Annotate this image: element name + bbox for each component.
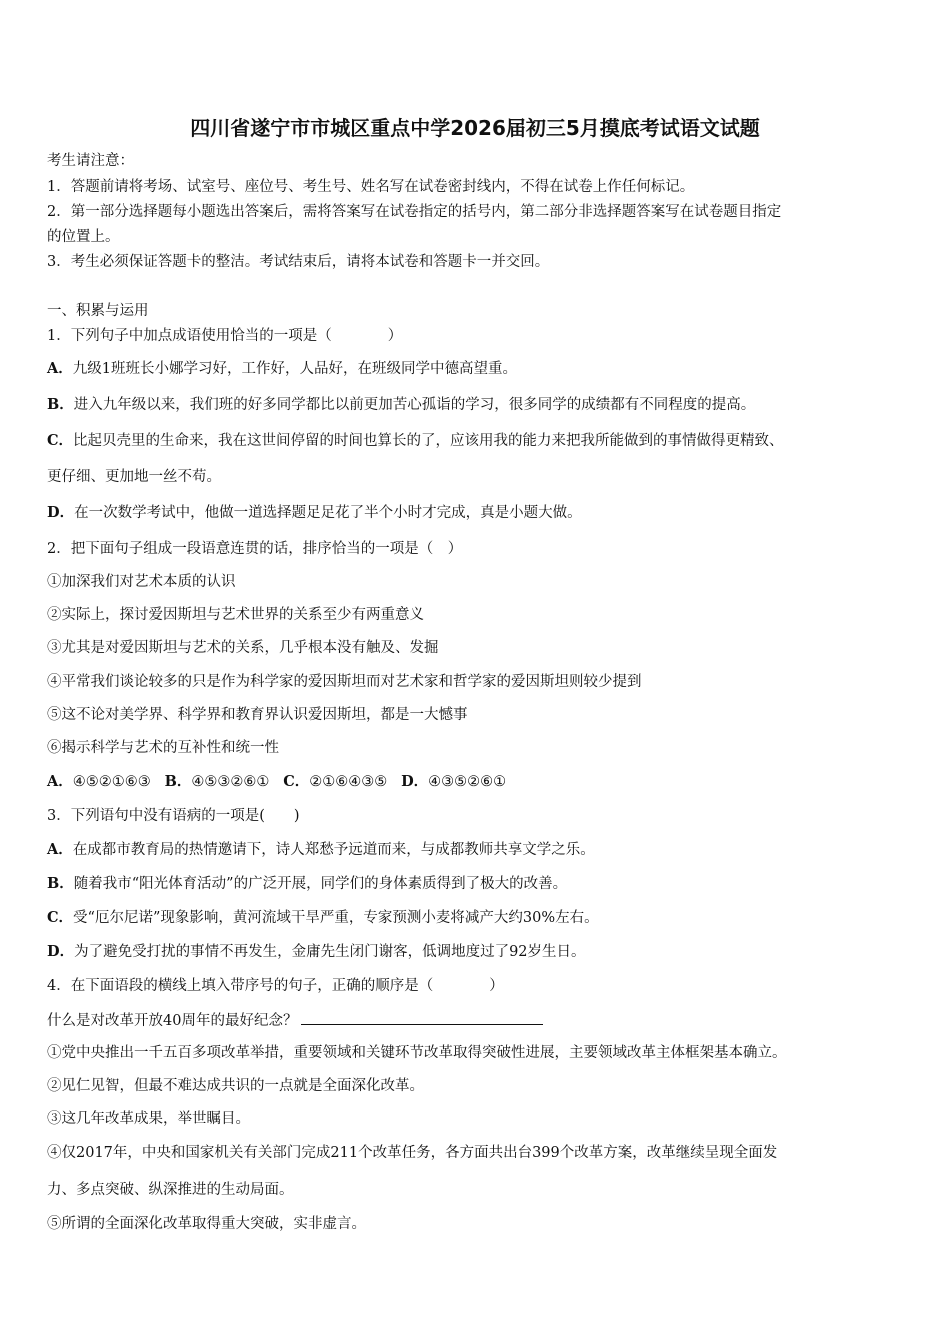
q2-sentence-2: ②实际上，探讨爱因斯坦与艺术世界的关系至少有两重意义 [47,607,424,623]
option-label: A． [47,360,73,377]
q1-number: 1． [47,328,71,344]
q1-option-b [47,396,755,414]
option-label: B． [47,875,74,892]
q1-stem-text: 下列句子中加点成语使用恰当的一项是（ [70,328,332,344]
q2-sentence-6: ⑥揭示科学与艺术的互补性和统一性 [47,740,279,756]
option-text: ④⑤③②⑥① [191,774,270,790]
q3-option-a [47,841,595,859]
option-text: 九级1班班长小娜学习好，工作好，人品好，在班级同学中德高望重。 [72,361,517,377]
answer-blank[interactable] [301,1010,543,1025]
page-title: 四川省遂宁市市城区重点中学2026届初三5月摸底考试语文试题 [190,116,760,140]
option-label: D． [401,773,429,790]
q1-option-a [47,360,517,378]
option-text: 随着我市“阳光体育活动”的广泛开展，同学们的身体素质得到了极大的改善。 [73,876,568,892]
option-text: 进入九年级以来，我们班的好多同学都比以前更加苦心孤诣的学习，很多同学的成绩都有不同程度的提高。 [73,397,756,413]
notice-item-2: 2．第一部分选择题每小题选出答案后，需将答案写在试卷指定的括号内，第二部分非选择题答案写在试卷题目指定 [47,204,782,220]
q1-option-c [47,432,784,450]
q4-number: 4． [47,978,71,994]
q3-option-d [47,943,586,961]
q1-stem-end: ） [387,328,403,344]
q4-stem-end: ） [489,978,504,994]
q2-sentence-3: ③尤其是对爱因斯坦与艺术的关系，几乎根本没有触及、发掘 [47,640,439,656]
option-text: 为了避免受打扰的事情不再发生，金庸先生闭门谢客，低调地度过了92岁生日。 [74,944,586,960]
option-text: 在一次数学考试中，他做一道选择题足足花了半个小时才完成，真是小题大做。 [74,505,582,521]
q2-sentence-4: ④平常我们谈论较多的只是作为科学家的爱因斯坦而对艺术家和哲学家的爱因斯坦则较少提到 [47,674,642,690]
q2-options [47,773,506,791]
q2-number: 2． [47,541,71,557]
notice-item-1: 1．答题前请将考场、试室号、座位号、考生号、姓名写在试卷密封线内，不得在试卷上作任何标记。 [47,179,695,195]
q1-option-c-cont: 更仔细、更加地一丝不苟。 [47,469,221,485]
option-text: ④⑤②①⑥③ [72,774,151,790]
option-label: C． [283,773,310,790]
option-label: C． [47,909,74,926]
q4-stem [47,977,504,995]
option-label: D． [47,504,75,521]
section-heading: 一、积累与运用 [47,303,149,319]
option-text: 受“厄尔尼诺”现象影响，黄河流域干旱严重，专家预测小麦将减产大约30%左右。 [73,910,599,926]
q2-sentence-5: ⑤这不论对美学界、科学界和教育界认识爱因斯坦，都是一大憾事 [47,707,468,723]
option-text: ④③⑤②⑥① [428,774,507,790]
q4-sentence-5: ⑤所谓的全面深化改革取得重大突破，实非虚言。 [47,1216,366,1232]
option-label: B． [47,396,74,413]
notice-item-2-cont: 的位置上。 [47,229,120,245]
q2-stem [47,540,462,558]
q4-sentence-1: ①党中央推出一千五百多项改革举措，重要领域和关键环节改革取得突破性进展，主要领域改革主体框架基本确立。 [47,1045,787,1061]
q4-question-text: 什么是对改革开放40周年的最好纪念？ [47,1013,298,1029]
q2-stem-text: 把下面句子组成一段语意连贯的话，排序恰当的一项是（ ） [70,541,463,557]
q4-sentence-4-cont: 力、多点突破、纵深推进的生动局面。 [47,1182,294,1198]
q4-question [47,1010,543,1030]
option-label: C． [47,432,74,449]
q3-number: 3． [47,808,71,824]
q4-sentence-2: ②见仁见智，但最不难达成共识的一点就是全面深化改革。 [47,1078,424,1094]
notice-item-3: 3．考生必须保证答题卡的整洁。考试结束后，请将本试卷和答题卡一并交回。 [47,254,550,270]
option-text: ②①⑥④③⑤ [309,774,388,790]
option-text: 比起贝壳里的生命来，我在这世间停留的时间也算长的了，应该用我的能力来把我所能做到的事情做得更精致、 [73,433,784,449]
q1-stem [47,327,402,345]
q3-option-c [47,909,599,927]
notice-heading: 考生请注意： [47,153,134,169]
option-label: B． [164,773,192,790]
q3-option-b [47,875,567,893]
q3-stem-text: 下列语句中没有语病的一项是( ) [70,808,300,824]
option-label: A． [47,841,73,858]
q4-sentence-3: ③这几年改革成果，举世瞩目。 [47,1111,250,1127]
option-label: D． [47,943,75,960]
option-text: 在成都市教育局的热情邀请下，诗人郑愁予远道而来，与成都教师共享文学之乐。 [72,842,595,858]
q4-stem-text: 在下面语段的横线上填入带序号的句子，正确的顺序是（ [70,978,434,994]
q2-sentence-1: ①加深我们对艺术本质的认识 [47,574,236,590]
q4-sentence-4: ④仅2017年，中央和国家机关有关部门完成211个改革任务，各方面共出台399个改革方案，改革继续呈现全面发 [47,1145,778,1161]
option-label: A． [47,773,73,790]
q3-stem [47,807,300,825]
q1-option-d [47,504,582,522]
